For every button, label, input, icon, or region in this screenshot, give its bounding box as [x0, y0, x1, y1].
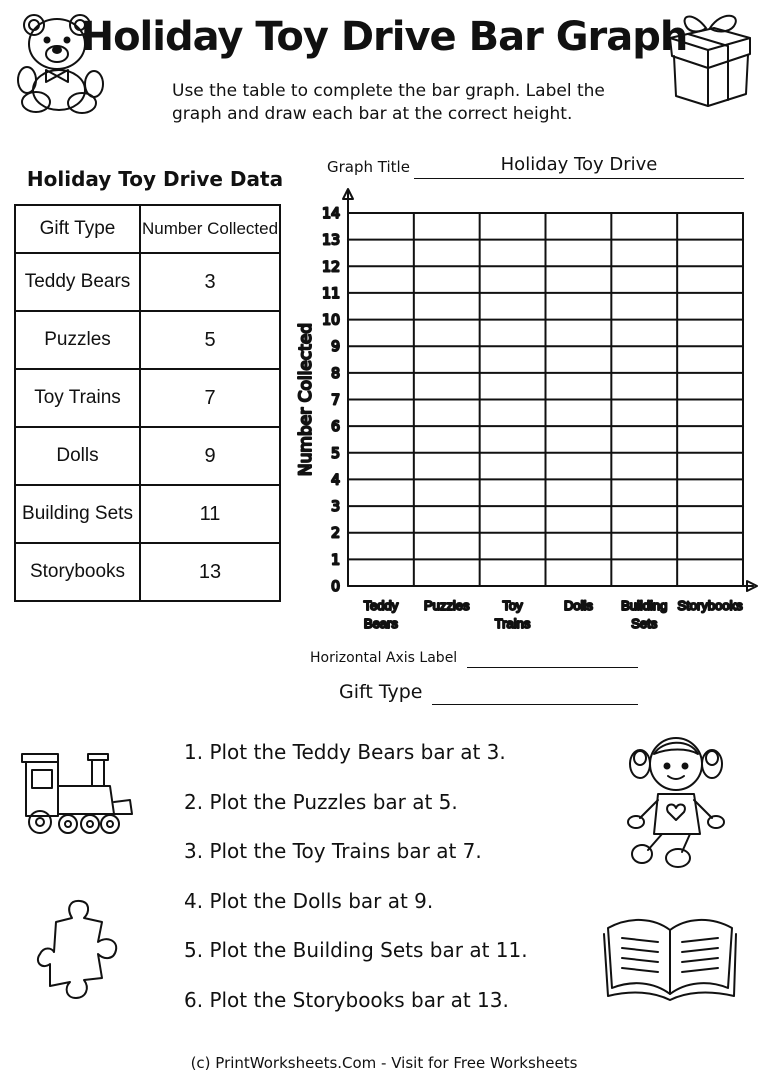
y-tick-label: 12	[322, 259, 340, 276]
plot-steps-list	[184, 740, 528, 1037]
list-item: 1. Plot the Teddy Bears bar at 3.	[184, 740, 506, 764]
y-tick-label: 2	[331, 525, 340, 542]
toy-train-icon	[18, 748, 138, 840]
x-tick-label: Toy Trains	[494, 598, 531, 631]
y-tick-label: 4	[331, 472, 340, 489]
graph-title-value[interactable]: Holiday Toy Drive	[500, 154, 658, 175]
puzzle-piece-icon	[36, 898, 122, 1010]
x-tick-label: Teddy Bears	[363, 598, 399, 631]
table-header-row	[15, 205, 280, 253]
y-tick-label: 9	[331, 339, 340, 356]
doll-icon	[618, 730, 734, 870]
gift-cell: Toy Trains	[15, 369, 140, 427]
horizontal-axis-label-blank-2	[432, 704, 638, 705]
table-title: Holiday Toy Drive Data	[26, 167, 284, 191]
gift-cell: Building Sets	[15, 485, 140, 543]
y-tick-label: 7	[331, 392, 340, 409]
table-row	[15, 485, 280, 543]
table-row	[15, 253, 280, 311]
footer-credit: (c) PrintWorksheets.Com - Visit for Free Worksheets	[190, 1054, 578, 1072]
list-item: 4. Plot the Dolls bar at 9.	[184, 888, 434, 913]
graph-title-label: Graph Title	[327, 158, 410, 176]
gift-box-icon	[664, 8, 756, 108]
table-row	[15, 427, 280, 485]
x-tick-label: Puzzles	[423, 598, 470, 613]
x-tick-label: Dolls	[563, 598, 593, 613]
y-tick-label: 11	[322, 285, 340, 302]
x-tick-label: Building Sets	[621, 598, 668, 631]
count-cell: 5	[140, 311, 280, 369]
y-tick-label: 5	[331, 445, 340, 462]
gift-cell: Puzzles	[15, 311, 140, 369]
y-tick-label: 1	[331, 552, 340, 569]
y-tick-label: 13	[322, 232, 340, 249]
data-table	[14, 204, 281, 602]
y-tick-label: 8	[331, 365, 340, 382]
y-axis-label: Number Collected	[296, 322, 316, 477]
list-item: 5. Plot the Building Sets bar at 11.	[184, 938, 528, 962]
table-row	[15, 311, 280, 369]
instructions-text: Use the table to complete the bar graph. Label the graph and draw each bar at the correct height.	[172, 81, 605, 124]
table-row	[15, 543, 280, 601]
y-tick-label: 3	[331, 499, 340, 516]
gift-cell: Teddy Bears	[15, 253, 140, 311]
x-tick-label: Storybooks	[677, 598, 743, 613]
graph-title-blank	[414, 178, 744, 179]
y-tick-label: 0	[331, 579, 340, 595]
count-cell: 9	[140, 427, 280, 485]
list-item: 2. Plot the Puzzles bar at 5.	[184, 789, 458, 814]
table-row	[15, 369, 280, 427]
worksheet-title: Holiday Toy Drive Bar Graph	[80, 14, 688, 60]
count-cell: 7	[140, 369, 280, 427]
horizontal-axis-label-value[interactable]: Gift Type	[339, 681, 423, 703]
count-cell: 13	[140, 543, 280, 601]
header-gift-type: Gift Type	[15, 205, 140, 253]
header-number-collected: Number Collected	[140, 205, 280, 253]
list-item: 3. Plot the Toy Trains bar at 7.	[184, 839, 482, 863]
list-item: 6. Plot the Storybooks bar at 13.	[184, 987, 509, 1012]
y-tick-label: 10	[322, 312, 340, 329]
horizontal-axis-label-blank	[467, 667, 638, 668]
horizontal-axis-label-prompt: Horizontal Axis Label	[310, 650, 458, 666]
teddy-bear-icon	[14, 10, 108, 114]
gift-cell: Storybooks	[15, 543, 140, 601]
gift-cell: Dolls	[15, 427, 140, 485]
y-tick-label: 14	[322, 206, 340, 222]
bar-graph-grid	[290, 185, 760, 640]
y-tick-label: 6	[331, 419, 340, 436]
count-cell: 11	[140, 485, 280, 543]
open-book-icon	[600, 908, 740, 1004]
count-cell: 3	[140, 253, 280, 311]
